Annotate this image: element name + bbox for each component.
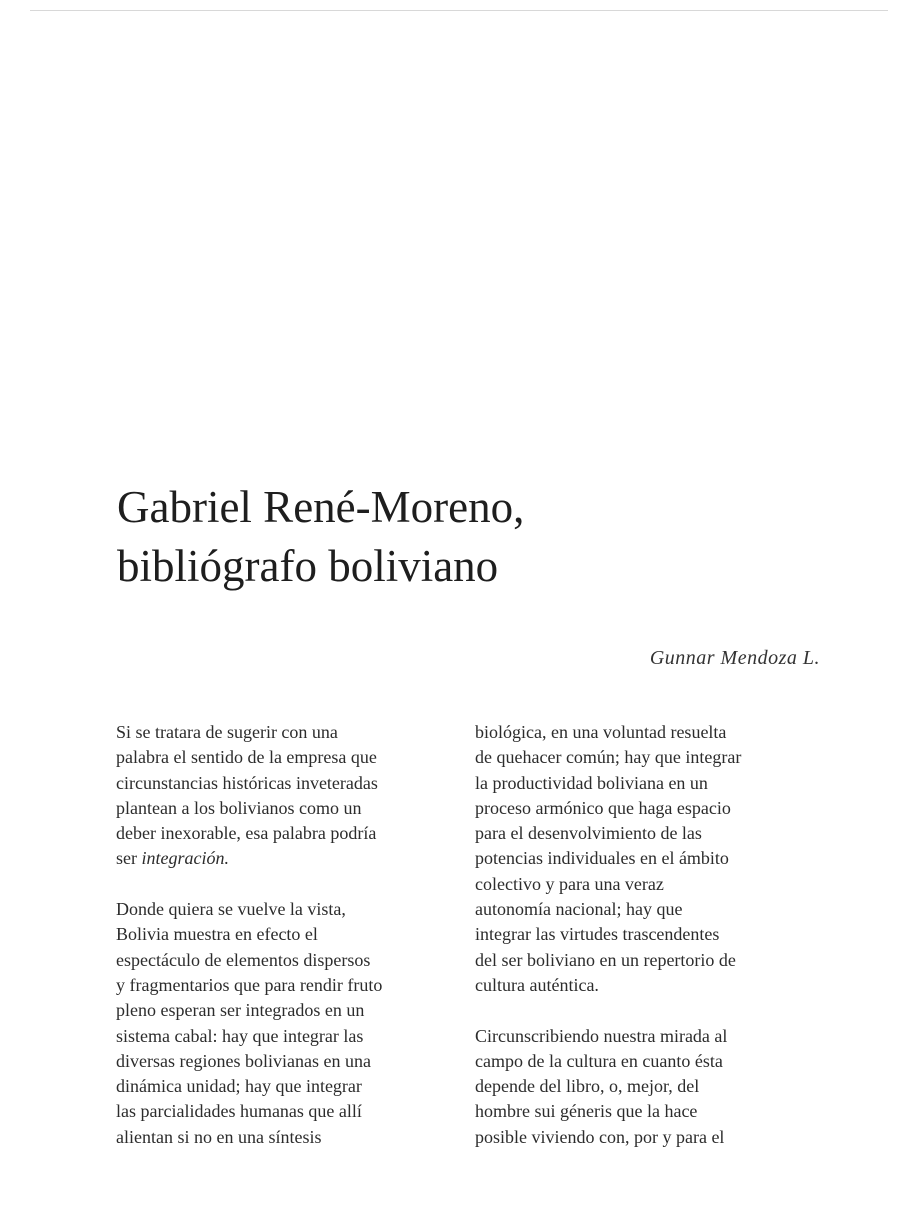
text-line-last (116, 846, 466, 871)
text-line: autonomía nacional; hay que (475, 899, 683, 920)
text-line: la productividad boliviana en un (475, 772, 708, 793)
text-line: plantean a los bolivianos como un (116, 797, 362, 818)
text-line: biológica, en una voluntad resuelta (475, 722, 727, 742)
paragraph-1 (116, 720, 466, 872)
text-line: depende del libro, o, mejor, del (475, 1076, 700, 1097)
emphasized-term: integración. (141, 848, 229, 869)
text-line: Bolivia muestra en efecto el (116, 924, 318, 945)
text-line: palabra el sentido de la empresa que (116, 747, 377, 768)
text-line: deber inexorable, esa palabra podría (116, 823, 377, 844)
text-line: cultura auténtica. (475, 974, 599, 995)
paragraph-4 (475, 1024, 825, 1150)
text-line: de quehacer común; hay que integrar (475, 747, 742, 768)
article-title (117, 478, 837, 596)
text-line: alientan si no en una síntesis (116, 1126, 322, 1147)
text-line: pleno esperan ser integrados en un (116, 1000, 365, 1021)
text-line: las parcialidades humanas que allí (116, 1101, 362, 1122)
text-line: para el desenvolvimiento de las (475, 823, 702, 844)
body-column-right (475, 720, 825, 1150)
text-line: potencias individuales en el ámbito (475, 848, 729, 869)
text-line: posible viviendo con, por y para el (475, 1126, 725, 1147)
text-fragment: ser (116, 848, 142, 869)
body-column-left (116, 720, 466, 1150)
page-top-rule (30, 10, 888, 11)
text-line: diversas regiones bolivianas en una (116, 1050, 371, 1071)
paragraph-2 (116, 897, 466, 1150)
text-line: colectivo y para una veraz (475, 873, 664, 894)
text-line: dinámica unidad; hay que integrar (116, 1076, 362, 1097)
text-line: integrar las virtudes trascendentes (475, 924, 720, 945)
text-line: circunstancias históricas inveteradas (116, 772, 378, 793)
text-line: Donde quiera se vuelve la vista, (116, 899, 346, 920)
text-line: del ser boliviano en un repertorio de (475, 949, 736, 970)
text-line: sistema cabal: hay que integrar las (116, 1025, 364, 1046)
text-line: espectáculo de elementos dispersos (116, 949, 371, 970)
paragraph-3 (475, 720, 825, 998)
article-author: Gunnar Mendoza L. (649, 647, 820, 669)
text-line: y fragmentarios que para rendir fruto (116, 974, 383, 995)
text-line: Circunscribiendo nuestra mirada al (475, 1025, 728, 1046)
text-line: Si se tratara de sugerir con una (116, 722, 338, 742)
text-line: campo de la cultura en cuanto ésta (475, 1050, 723, 1071)
article-title-line-1: Gabriel René-Moreno, (117, 482, 525, 532)
article-title-line-2: bibliógrafo boliviano (117, 541, 499, 591)
text-line: proceso armónico que haga espacio (475, 797, 731, 818)
text-line: hombre sui géneris que la hace (475, 1101, 698, 1122)
